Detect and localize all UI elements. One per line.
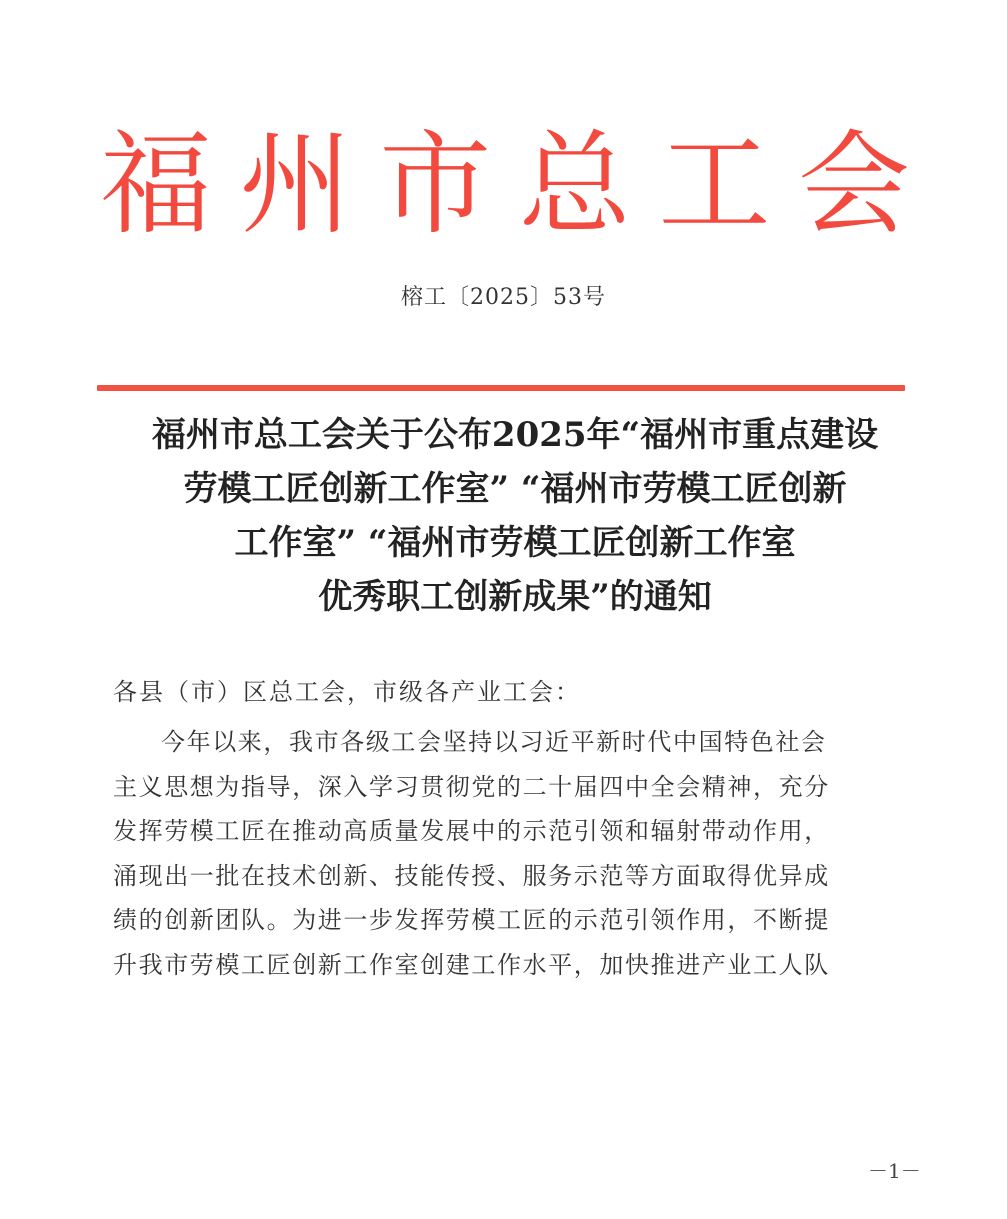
body-line: 升我市劳模工匠创新工作室创建工作水平，加快推进产业工人队	[113, 950, 830, 979]
masthead	[100, 120, 910, 250]
body-line: 主义思想为指导，深入学习贯彻党的二十届四中全会精神，充分	[113, 772, 830, 801]
body-paragraph	[113, 720, 933, 987]
body-line: 绩的创新团队。为进一步发挥劳模工匠的示范引领作用，不断提	[113, 906, 830, 934]
masthead-char: 会	[797, 120, 910, 250]
title-line: 优秀职工创新成果”的通知	[318, 577, 712, 617]
masthead-char: 总	[518, 120, 631, 250]
red-divider	[97, 385, 905, 391]
document-title	[100, 408, 930, 624]
title-line: 福州市总工会关于公布2025年“福州市重点建设	[151, 415, 879, 455]
title-line: 工作室” “福州市劳模工匠创新工作室	[234, 523, 796, 563]
masthead-char: 州	[239, 120, 352, 250]
body-line: 涌现出一批在技术创新、技能传授、服务示范等方面取得优异成	[113, 861, 830, 890]
document-number: 榕工〔2025〕53号	[401, 285, 606, 310]
masthead-char: 福	[100, 120, 212, 250]
salutation: 各县（市）区总工会，市级各产业工会：	[113, 678, 581, 706]
body-line: 发挥劳模工匠在推动高质量发展中的示范引领和辐射带动作用，	[113, 817, 830, 845]
body-line: 今年以来，我市各级工会坚持以习近平新时代中国特色社会	[161, 728, 827, 756]
masthead-char: 市	[379, 120, 492, 250]
masthead-char: 工	[658, 120, 771, 250]
title-line: 劳模工匠创新工作室” “福州市劳模工匠创新	[183, 469, 847, 509]
page-number: －1－	[868, 1159, 921, 1183]
